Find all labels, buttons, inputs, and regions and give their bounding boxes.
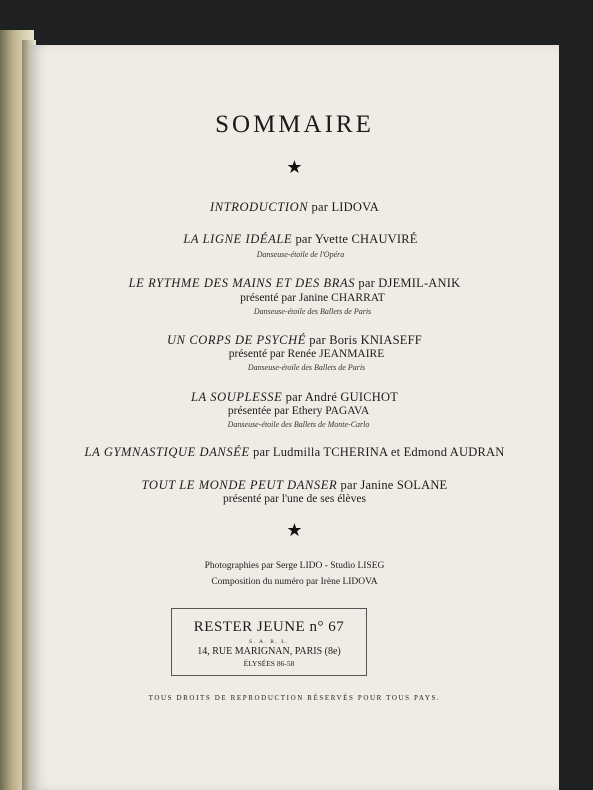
entry-author: par Janine SOLANE <box>337 478 448 492</box>
entry-presenter-note: Danseuse-étoile des Ballets de Paris <box>247 363 366 372</box>
entry-title: INTRODUCTION <box>210 200 309 214</box>
page-title: SOMMAIRE <box>215 111 374 138</box>
contents-entry-corps-de-psyche <box>30 333 559 348</box>
contents-entry-rythme <box>30 276 559 291</box>
entry-title: LA SOUPLESSE <box>190 390 283 404</box>
entry-presenter: présentée par Ethery PAGAVA <box>227 405 370 417</box>
entry-author: par Yvette CHAUVIRÉ <box>292 232 418 246</box>
entry-presenter: présenté par l'une de ses élèves <box>223 493 366 505</box>
entry-author: par Ludmilla TCHERINA et Edmond AUDRAN <box>249 445 505 459</box>
entry-presenter: présenté par Janine CHARRAT <box>240 292 385 304</box>
star-ornament-icon: ★ <box>286 157 303 178</box>
entry-author: par Boris KNIASEFF <box>305 333 422 347</box>
star-ornament-icon: ★ <box>286 520 303 541</box>
entry-title: UN CORPS DE PSYCHÉ <box>167 333 306 347</box>
contents-entry-introduction <box>30 200 559 215</box>
magazine-issue: RESTER JEUNE n° 67 <box>193 619 345 635</box>
entry-title: LA GYMNASTIQUE DANSÉE <box>84 445 250 459</box>
entry-title: LA LIGNE IDÉALE <box>183 232 293 246</box>
company-type: S. A. R. L. <box>249 639 289 645</box>
publisher-address: 14, RUE MARIGNAN, PARIS (8e) <box>197 646 341 657</box>
entry-title: TOUT LE MONDE PEUT DANSER <box>141 478 338 492</box>
publisher-box <box>171 608 367 676</box>
contents-entry-souplesse <box>30 390 559 405</box>
entry-author: par André GUICHOT <box>282 390 399 404</box>
composition-credit: Composition du numéro par Irène LIDOVA <box>211 577 378 587</box>
photo-credit: Photographies par Serge LIDO - Studio LISEG <box>204 561 385 571</box>
entry-title: LE RYTHME DES MAINS ET DES BRAS <box>128 276 356 290</box>
contents-entry-tout-le-monde <box>30 478 559 493</box>
rights-notice: TOUS DROITS DE REPRODUCTION RÉSERVÉS POUR TOUS PAYS. <box>148 694 441 702</box>
entry-author: par LIDOVA <box>308 200 379 214</box>
entry-author: par DJEMIL-ANIK <box>355 276 461 290</box>
contents-entry-gymnastique <box>30 445 559 460</box>
entry-presenter-note: Danseuse-étoile des Ballets de Monte-Carlo <box>227 420 370 429</box>
entry-presenter-note: Danseuse-étoile des Ballets de Paris <box>253 307 372 316</box>
contents-entry-ligne-ideale <box>36 232 565 247</box>
entry-presenter: présenté par Renée JEANMAIRE <box>228 348 385 360</box>
entry-author-note: Danseuse-étoile de l'Opéra <box>256 250 345 259</box>
contents-page <box>30 45 559 790</box>
publisher-phone: ÉLYSÉES 86-58 <box>243 659 295 668</box>
